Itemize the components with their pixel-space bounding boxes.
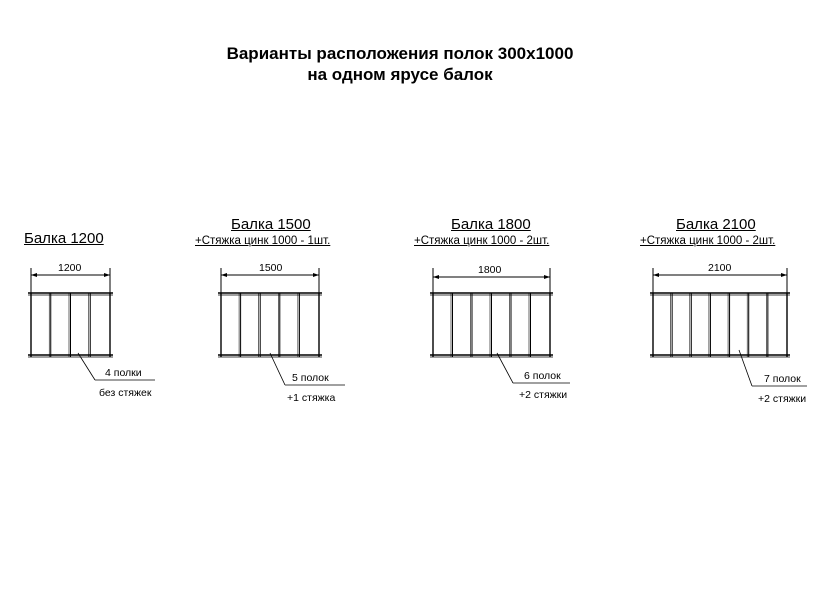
frame-1800-arrow-left [433, 275, 439, 279]
frame-2100-arrow-left [653, 273, 659, 277]
frame-1200-arrow-left [31, 273, 37, 277]
tie-note-1500: +Стяжка цинк 1000 - 1шт. [195, 235, 331, 247]
frame-2100-arrow-right [781, 273, 787, 277]
callout-ties-1200: без стяжек [99, 387, 152, 399]
frame-1500-leader-diagonal [270, 353, 285, 385]
callout-shelves-2100: 7 полок [764, 373, 801, 385]
frame-1800-leader-diagonal [497, 353, 513, 383]
diagram-title-line-1: Варианты расположения полок 300х1000 [226, 44, 574, 63]
frame-1500-arrow-right [313, 273, 319, 277]
callout-shelves-1200: 4 полки [105, 367, 142, 379]
dimension-label-1500: 1500 [259, 262, 283, 274]
frame-1800-arrow-right [544, 275, 550, 279]
dimension-label-1800: 1800 [478, 264, 502, 276]
beam-label-1500: Балка 1500 [231, 216, 311, 233]
callout-ties-1800: +2 стяжки [519, 389, 568, 401]
callout-shelves-1800: 6 полок [524, 370, 561, 382]
tie-note-1800: +Стяжка цинк 1000 - 2шт. [414, 235, 550, 247]
tie-note-2100: +Стяжка цинк 1000 - 2шт. [640, 235, 776, 247]
dimension-label-2100: 2100 [708, 262, 732, 274]
dimension-label-1200: 1200 [58, 262, 82, 274]
beam-label-1800: Балка 1800 [451, 216, 531, 233]
frame-1500-arrow-left [221, 273, 227, 277]
callout-shelves-1500: 5 полок [292, 372, 329, 384]
callout-ties-2100: +2 стяжки [758, 393, 807, 405]
diagram-title-line-2: на одном ярусе балок [307, 65, 493, 84]
frame-1200-arrow-right [104, 273, 110, 277]
beam-label-2100: Балка 2100 [676, 216, 756, 233]
callout-ties-1500: +1 стяжка [287, 392, 336, 404]
beam-label-1200: Балка 1200 [24, 230, 104, 247]
